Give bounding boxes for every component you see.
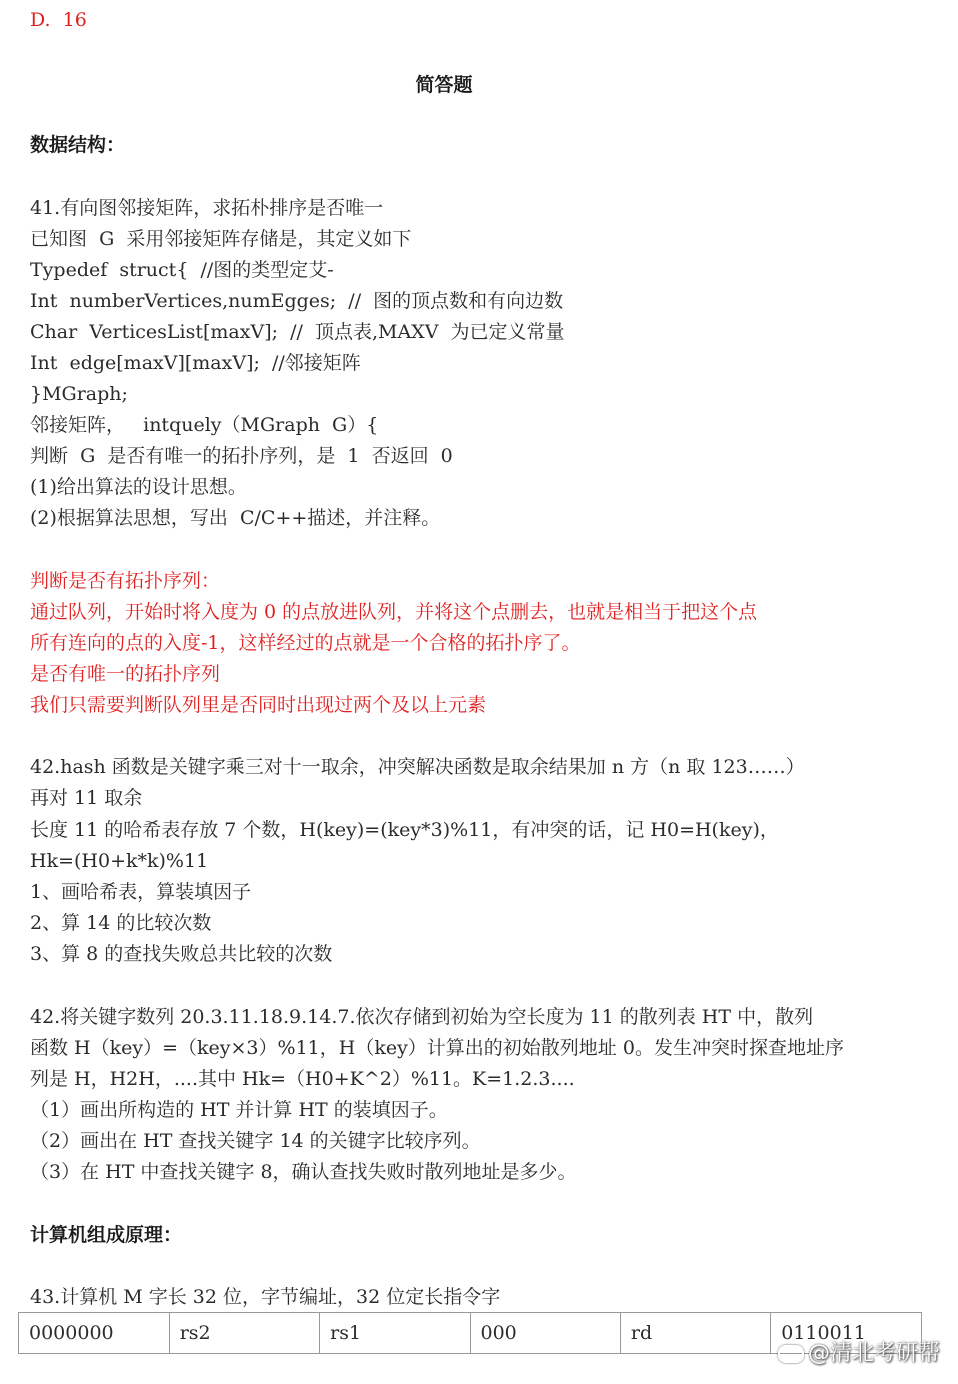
q42a-line: Hk=(H0+k*k)%11	[30, 850, 209, 872]
top-option: D. 16	[30, 9, 87, 31]
q42b-line: （1）画出所构造的 HT 并计算 HT 的装填因子。	[30, 1099, 448, 1121]
q41-line: 已知图 G 采用邻接矩阵存储是，其定义如下	[30, 228, 412, 250]
q41-line: Typedef struct{ //图的类型定艾-	[30, 259, 334, 281]
q41-line: 41.有向图邻接矩阵，求拓朴排序是否唯一	[30, 197, 384, 219]
watermark-logo-icon	[778, 1345, 804, 1363]
watermark	[778, 1336, 940, 1367]
table-cell: rs2	[169, 1313, 319, 1354]
table-cell: 0000000	[19, 1313, 170, 1354]
q41-answer-line: 是否有唯一的拓扑序列	[30, 663, 221, 685]
q42a-line: 42.hash 函数是关键字乘三对十一取余，冲突解决函数是取余结果加 n 方（n 取 123……）	[30, 756, 805, 778]
table-cell: rs1	[320, 1313, 470, 1354]
table-cell: 000	[470, 1313, 620, 1354]
q41-line: Char VerticesList[maxV]; // 顶点表,MAXV 为已定义常量	[30, 321, 565, 343]
q41-line: Int numberVertices,numEgges; // 图的顶点数和有向边数	[30, 290, 564, 312]
q42a-line: 再对 11 取余	[30, 787, 143, 809]
table-cell: 0110011	[771, 1313, 922, 1354]
watermark-text: @清北考研帮	[807, 1341, 940, 1366]
q41-line: (1)给出算法的设计思想。	[30, 476, 247, 498]
q42b-line: （3）在 HT 中查找关键字 8，确认查找失败时散列地址是多少。	[30, 1161, 577, 1183]
q41-answer-line: 判断是否有拓扑序列：	[30, 570, 221, 592]
q41-line: Int edge[maxV][maxV]; //邻接矩阵	[30, 352, 361, 374]
section-heading-data-structures: 数据结构：	[30, 134, 126, 156]
q42a-line: 长度 11 的哈希表存放 7 个数，H(key)=(key*3)%11，有冲突的话，记 H0=H(key)，	[30, 819, 779, 841]
q41-line: 邻接矩阵， intquely（MGraph G）{	[30, 414, 379, 436]
q42a-line: 1、画哈希表，算装填因子	[30, 881, 252, 903]
q42b-line: （2）画出在 HT 查找关键字 14 的关键字比较序列。	[30, 1130, 481, 1152]
q41-line: }MGraph;	[30, 383, 128, 405]
q42b-line: 列是 H，H2H，....其中 Hk=（H0+K^2）%11。K=1.2.3....	[30, 1068, 575, 1090]
q42a-line: 3、算 8 的查找失败总共比较的次数	[30, 943, 333, 965]
q43-line: 43.计算机 M 字长 32 位，字节编址，32 位定长指令字	[30, 1286, 501, 1308]
page-title: 简答题	[415, 74, 473, 96]
section-heading-computer-organization: 计算机组成原理：	[30, 1224, 183, 1246]
q42b-line: 42.将关键字数列 20.3.11.18.9.14.7.依次存储到初始为空长度为 11 的散列表 HT 中，散列	[30, 1006, 814, 1028]
q42a-line: 2、算 14 的比较次数	[30, 912, 212, 934]
q41-answer-line: 所有连向的点的入度-1，这样经过的点就是一个合格的拓扑序了。	[30, 632, 581, 654]
q41-answer-line: 我们只需要判断队列里是否同时出现过两个及以上元素	[30, 694, 487, 716]
q41-answer-line: 通过队列，开始时将入度为 0 的点放进队列，并将这个点删去，也就是相当于把这个点	[30, 601, 758, 623]
q42b-line: 函数 H（key）=（key×3）%11，H（key）计算出的初始散列地址 0。发生冲突时探查地址序	[30, 1037, 844, 1059]
q41-line: (2)根据算法思想，写出 C/C++描述，并注释。	[30, 507, 441, 529]
q41-line: 判断 G 是否有唯一的拓扑序列，是 1 否返回 0	[30, 445, 453, 467]
table-cell: rd	[620, 1313, 770, 1354]
